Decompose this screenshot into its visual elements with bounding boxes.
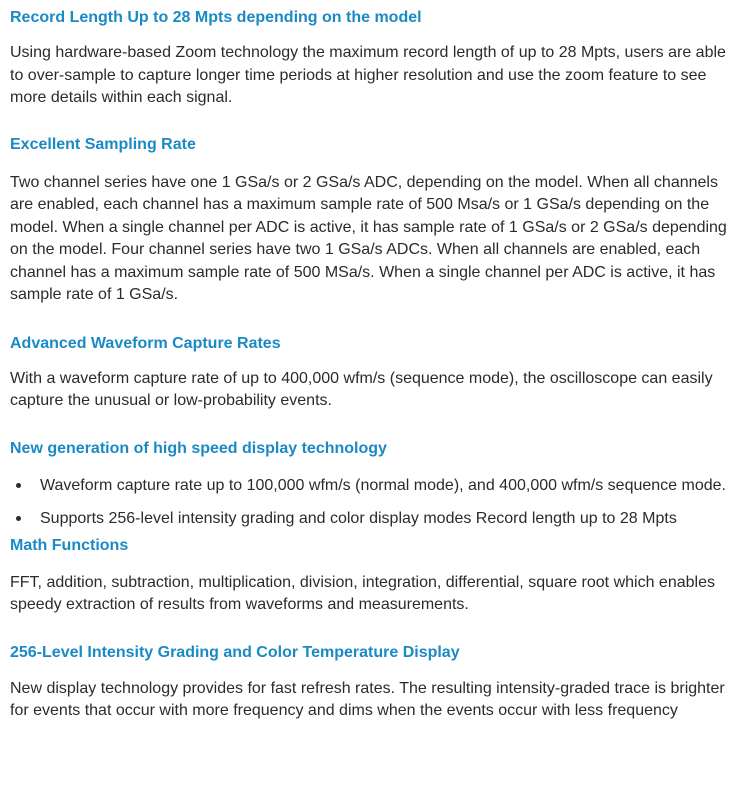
display-technology-list [10, 469, 742, 535]
list-item-text: Waveform capture rate up to 100,000 wfm/s (normal mode), and 400,000 wfm/s sequence mode. [40, 476, 726, 494]
list-item [10, 502, 742, 535]
section-body-math-functions: FFT, addition, subtraction, multiplication, division, integration, differential, square root which enables speedy extraction of results from waveforms and measurements. [10, 573, 715, 613]
section-heading-math-functions: Math Functions [10, 536, 129, 554]
list-item [10, 469, 742, 502]
bullet-icon [16, 516, 21, 521]
list-item-text: Supports 256-level intensity grading and color display modes Record length up to 28 Mpts [40, 509, 677, 527]
section-body-intensity-grading: New display technology provides for fast refresh rates. The resulting intensity-graded trace is brighter for events that occur with more frequency and dims when the events occur with less frequency [10, 679, 725, 719]
section-body-record-length: Using hardware-based Zoom technology the maximum record length of up to 28 Mpts, users are able to over-sample to capture longer time periods at higher resolution and use the zoom feature to see more details within each signal. [10, 44, 726, 106]
bullet-icon [16, 483, 21, 488]
section-heading-intensity-grading: 256-Level Intensity Grading and Color Temperature Display [10, 643, 460, 661]
section-heading-display-technology: New generation of high speed display technology [10, 439, 387, 457]
section-heading-record-length: Record Length Up to 28 Mpts depending on the model [10, 9, 422, 26]
section-heading-sampling-rate: Excellent Sampling Rate [10, 135, 196, 153]
section-body-capture-rates: With a waveform capture rate of up to 400,000 wfm/s (sequence mode), the oscilloscope can easily capture the unusual or low-probability events. [10, 369, 713, 409]
section-heading-capture-rates: Advanced Waveform Capture Rates [10, 334, 281, 352]
section-body-sampling-rate: Two channel series have one 1 GSa/s or 2 GSa/s ADC, depending on the model. When all channels are enabled, each channel has a maximum sample rate of 500 Msa/s or 1 GSa/s depending on the model. When a single channel per ADC is active, it has sample rate of 1 GSa/s or 2 GSa/s depending on the model. Four channel series have two 1 GSa/s ADCs. When all channels are enabled, each channel has a maximum sample rate of 500 MSa/s. When a single channel per ADC is active, it has sample rate of 1 GSa/s. [10, 173, 727, 303]
